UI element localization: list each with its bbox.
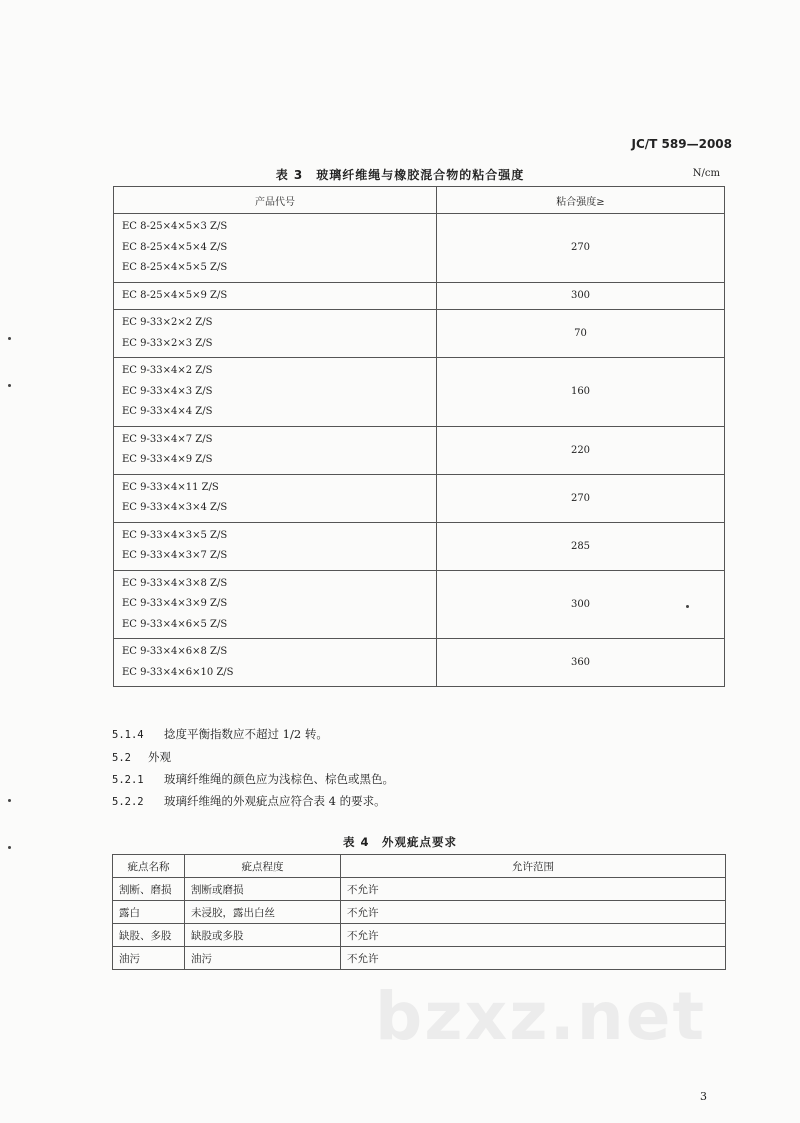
product-code: EC 8-25×4×5×4 Z/S: [122, 241, 228, 253]
page-number: 3: [700, 1090, 707, 1103]
para-5-2-2: [112, 793, 386, 809]
table3-unit: N/cm: [692, 168, 720, 179]
watermark: bzxz.net: [375, 978, 707, 1055]
bond-strength-value: 300: [437, 282, 725, 310]
product-code: EC 9-33×4×11 Z/S: [122, 481, 219, 493]
table4-cell: 不允许: [341, 878, 726, 901]
bond-strength-value: 285: [437, 522, 725, 570]
table4-cell: 露白: [113, 901, 185, 924]
scan-speck: [8, 846, 11, 849]
product-code: EC 9-33×4×7 Z/S: [122, 433, 213, 445]
table3-row: [114, 310, 725, 358]
product-code-cell: [114, 522, 437, 570]
table4-header-cell: 疵点名称: [113, 855, 185, 878]
product-code: EC 9-33×4×6×8 Z/S: [122, 646, 228, 657]
table4-cell: 未浸胶，露出白丝: [185, 901, 341, 924]
product-code: EC 8-25×4×5×5 Z/S: [122, 262, 228, 273]
scan-speck: [8, 337, 11, 340]
table4-cell: 割断、磨损: [113, 878, 185, 901]
product-code: EC 9-33×4×3×5 Z/S: [122, 529, 228, 541]
scan-speck: [8, 384, 11, 387]
product-code: EC 9-33×2×2 Z/S: [122, 317, 213, 328]
table3-row: [114, 570, 725, 639]
table3-title: 表 3 玻璃纤维绳与橡胶混合物的粘合强度: [275, 168, 525, 182]
product-code: EC 9-33×4×3 Z/S: [122, 385, 213, 397]
clause-number: 5.2.2: [112, 796, 144, 808]
product-code: EC 9-33×2×3 Z/S: [122, 337, 213, 349]
table3: [113, 186, 725, 687]
table3-row: [114, 282, 725, 310]
table3-row: [114, 214, 725, 283]
product-code: EC 9-33×4×3×8 Z/S: [122, 577, 228, 589]
product-code-cell: [114, 639, 437, 687]
bond-strength-value: 270: [437, 214, 725, 283]
table4-cell: 不允许: [341, 924, 726, 947]
table4-header-cell: 允许范围: [341, 855, 726, 878]
table4-header-row: [113, 855, 726, 878]
table4-row: [113, 901, 726, 924]
para-5-1-4: [112, 726, 328, 742]
table4-cell: 不允许: [341, 947, 726, 970]
para-5-2: [112, 749, 171, 765]
clause-number: 5.2: [112, 752, 131, 764]
table4-row: [113, 924, 726, 947]
product-code: EC 9-33×4×3×9 Z/S: [122, 598, 228, 609]
clause-text: 玻璃纤维绳的颜色应为浅棕色、棕色或黑色。: [164, 772, 394, 786]
bond-strength-value: 70: [437, 310, 725, 358]
product-code-cell: [114, 282, 437, 310]
product-code: EC 9-33×4×6×5 Z/S: [122, 618, 228, 630]
product-code-cell: [114, 474, 437, 522]
table3-col-strength: 粘合强度≥: [437, 187, 725, 214]
clause-text: 玻璃纤维绳的外观疵点应符合表 4 的要求。: [164, 794, 386, 808]
product-code: EC 9-33×4×4 Z/S: [122, 406, 213, 417]
table3-row: [114, 358, 725, 427]
product-code-cell: [114, 570, 437, 639]
bond-strength-value: 360: [437, 639, 725, 687]
scan-speck: [686, 605, 689, 608]
table4-row: [113, 947, 726, 970]
table4-cell: 缺股、多股: [113, 924, 185, 947]
table3-row: [114, 522, 725, 570]
clause-number: 5.1.4: [112, 729, 144, 741]
product-code: EC 9-33×4×9 Z/S: [122, 454, 213, 465]
table3-row: [114, 474, 725, 522]
table4-row: [113, 878, 726, 901]
clause-number: 5.2.1: [112, 774, 144, 786]
table4-header-cell: 疵点程度: [185, 855, 341, 878]
table4-cell: 油污: [185, 947, 341, 970]
table4-cell: 割断或磨损: [185, 878, 341, 901]
bond-strength-value: 300: [437, 570, 725, 639]
table4-cell: 缺股或多股: [185, 924, 341, 947]
para-5-2-1: [112, 771, 394, 787]
product-code: EC 8-25×4×5×9 Z/S: [122, 289, 228, 301]
product-code-cell: [114, 358, 437, 427]
clause-text: 外观: [148, 750, 171, 764]
bond-strength-value: 160: [437, 358, 725, 427]
table3-row: [114, 639, 725, 687]
table3-row: [114, 426, 725, 474]
scan-speck: [8, 799, 11, 802]
table3-col-code: 产品代号: [114, 187, 437, 214]
product-code: EC 9-33×4×6×10 Z/S: [122, 666, 234, 678]
bond-strength-value: 220: [437, 426, 725, 474]
table4-cell: 不允许: [341, 901, 726, 924]
product-code-cell: [114, 310, 437, 358]
table3-header-row: [114, 187, 725, 214]
product-code: EC 9-33×4×3×7 Z/S: [122, 550, 228, 561]
table4-title: 表 4 外观疵点要求: [342, 835, 457, 849]
standard-number: JC/T 589—2008: [631, 137, 732, 151]
product-code-cell: [114, 426, 437, 474]
bond-strength-value: 270: [437, 474, 725, 522]
table4-cell: 油污: [113, 947, 185, 970]
product-code: EC 9-33×4×2 Z/S: [122, 365, 213, 376]
table4: [112, 854, 726, 970]
product-code-cell: [114, 214, 437, 283]
product-code: EC 9-33×4×3×4 Z/S: [122, 502, 228, 513]
product-code: EC 8-25×4×5×3 Z/S: [122, 221, 228, 232]
clause-text: 捻度平衡指数应不超过 1/2 转。: [164, 727, 328, 741]
